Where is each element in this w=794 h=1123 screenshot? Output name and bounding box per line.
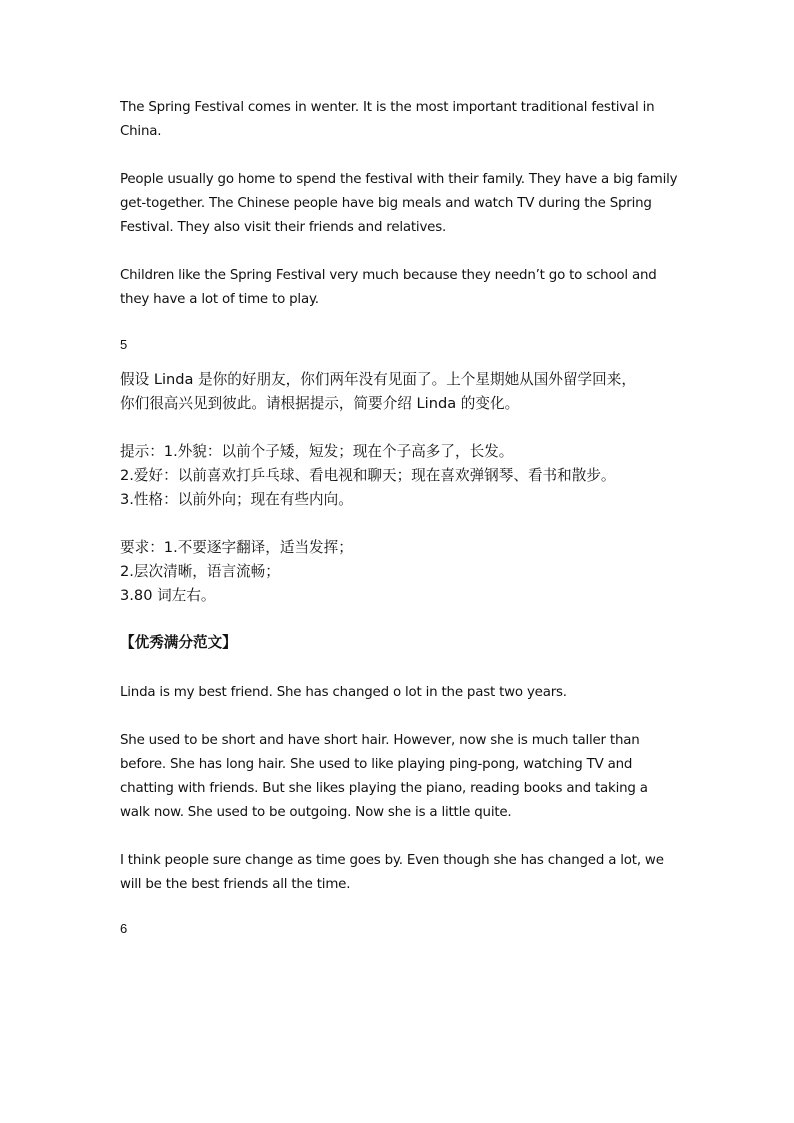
essay-line: I think people sure change as time goes by. Even though she has changed a lot, we — [120, 853, 664, 868]
paragraph-line: Children like the Spring Festival very much because they needn’t go to school and — [120, 268, 657, 283]
essay-line: walk now. She used to be outgoing. Now she is a little quite. — [120, 805, 512, 820]
requirement-line: 2.层次清晰，语言流畅； — [120, 563, 280, 580]
hint-line: 提示：1.外貌：以前个子矮，短发；现在个子高多了，长发。 — [120, 443, 514, 460]
requirement-line: 3.80 词左右。 — [120, 587, 216, 604]
paragraph-line: People usually go home to spend the festival with their family. They have a big family — [120, 172, 678, 187]
essay-line: Linda is my best friend. She has changed o lot in the past two years. — [120, 685, 567, 700]
section-number: 5 — [120, 337, 128, 352]
hint-line: 2.爱好：以前喜欢打乒乓球、看电视和聊天；现在喜欢弹钢琴、看书和散步。 — [120, 467, 616, 484]
section-number: 6 — [120, 921, 128, 936]
paragraph-line: China. — [120, 124, 162, 139]
paragraph-line: The Spring Festival comes in wenter. It is the most important traditional festival in — [120, 100, 655, 115]
model-essay-heading: 【优秀满分范文】 — [120, 634, 237, 651]
paragraph-line: get-together. The Chinese people have big meals and watch TV during the Spring — [120, 196, 652, 211]
requirement-line: 要求：1.不要逐字翻译，适当发挥； — [120, 539, 353, 556]
essay-line: She used to be short and have short hair. However, now she is much taller than — [120, 733, 640, 748]
essay-line: chatting with friends. But she likes playing the piano, reading books and taking a — [120, 781, 648, 796]
paragraph-line: they have a lot of time to play. — [120, 292, 319, 307]
paragraph-line: Festival. They also visit their friends and relatives. — [120, 220, 447, 235]
prompt-line: 假设 Linda 是你的好朋友，你们两年没有见面了。上个星期她从国外留学回来， — [120, 371, 636, 388]
essay-line: before. She has long hair. She used to like playing ping-pong, watching TV and — [120, 757, 633, 772]
hint-line: 3.性格：以前外向；现在有些内向。 — [120, 491, 353, 508]
essay-line: will be the best friends all the time. — [120, 877, 351, 892]
prompt-line: 你们很高兴见到彼此。请根据提示，简要介绍 Linda 的变化。 — [120, 395, 520, 412]
